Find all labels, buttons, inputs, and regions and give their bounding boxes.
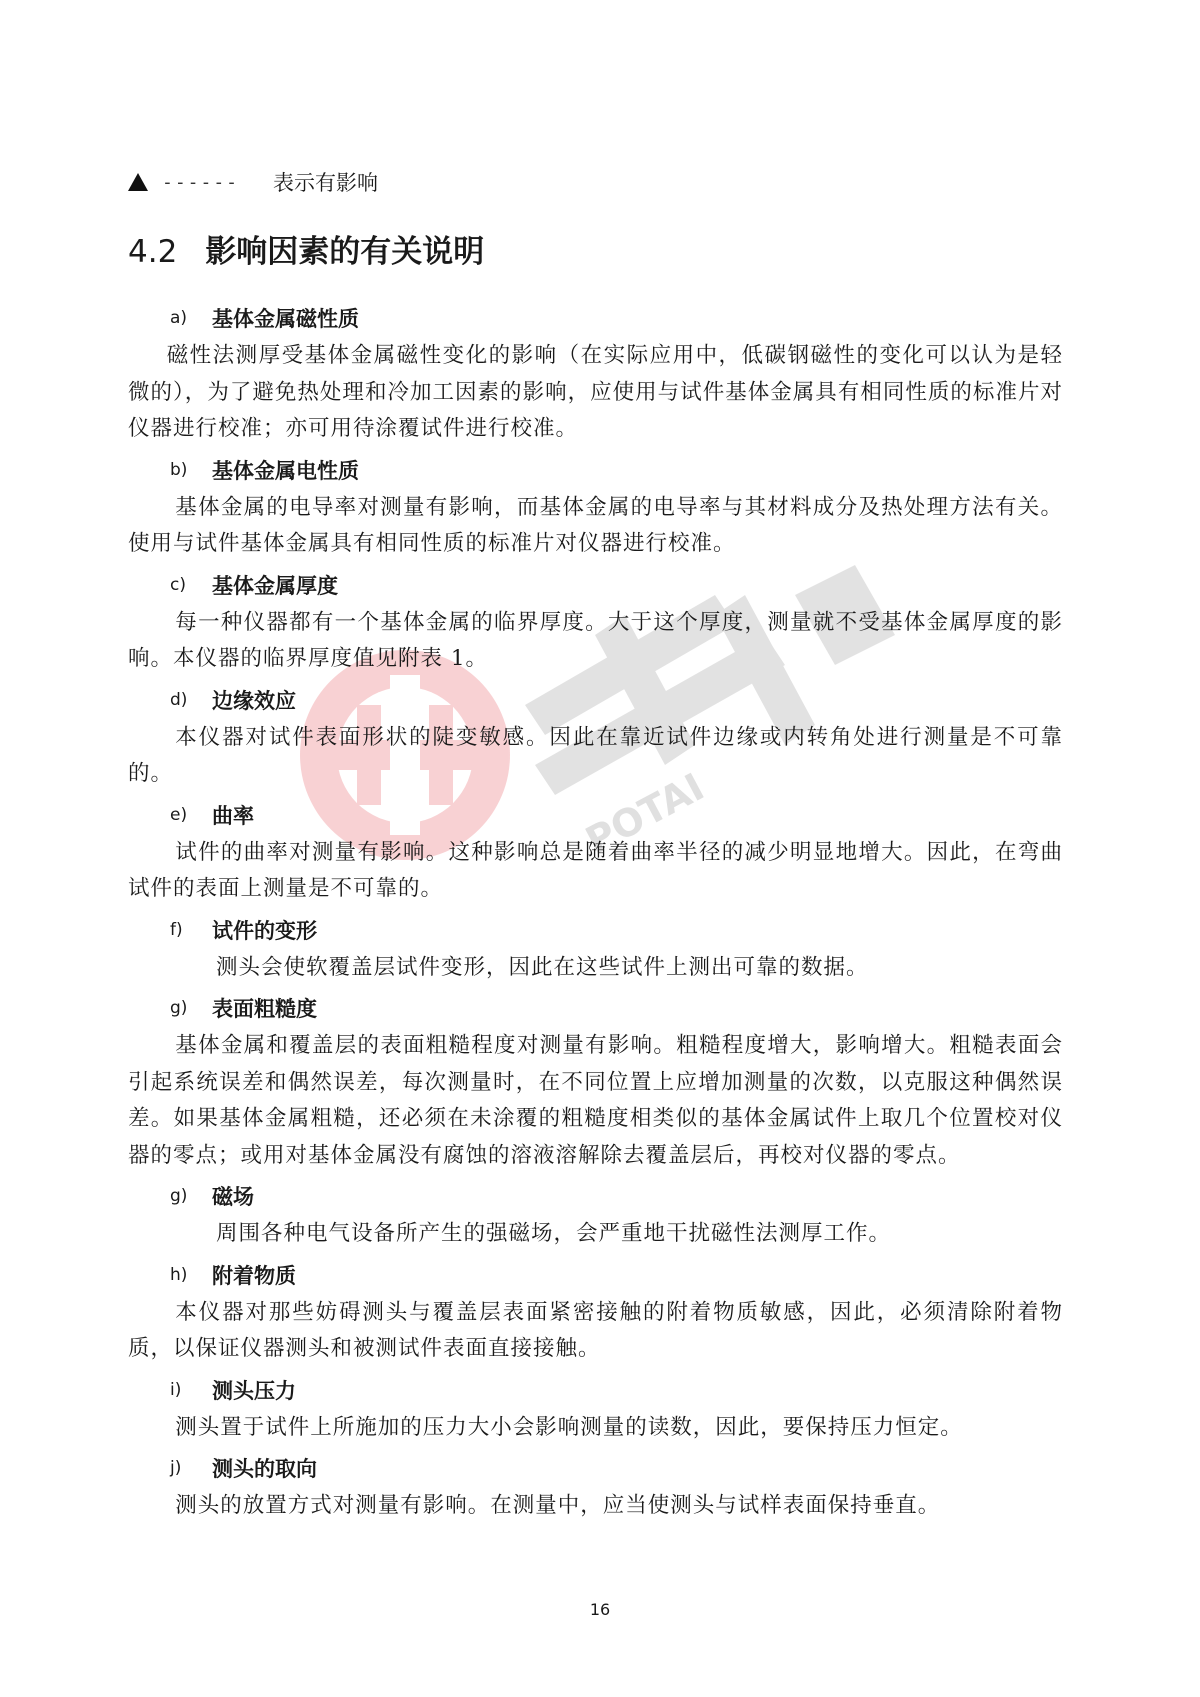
page-number: 16 — [589, 1600, 611, 1619]
item-title: 曲率 — [212, 803, 254, 828]
legend-text: 表示有影响 — [273, 171, 379, 195]
item-title: 边缘效应 — [212, 688, 296, 713]
item-description: 每一种仪器都有一个基体金属的临界厚度。大于这个厚度，测量就不受基体金属厚度的影响。本仪器的临界厚度值见附表 1。 — [128, 609, 1063, 671]
item-description: 基体金属的电导率对测量有影响，而基体金属的电导率与其材料成分及热处理方法有关。使用与试件基体金属具有相同性质的标准片对仪器进行校准。 — [128, 494, 1063, 556]
section-heading — [128, 226, 484, 271]
item-label: c) — [170, 574, 186, 595]
item-label: b) — [170, 459, 188, 480]
factor-item-heading — [128, 1176, 1063, 1216]
item-description: 基体金属和覆盖层的表面粗糙程度对测量有影响。粗糙程度增大，影响增大。粗糙表面会引起系统误差和偶然误差，每次测量时，在不同位置上应增加测量的次数，以克服这种偶然误差。如果基体金属粗糙，还必须在未涂覆的粗糙度相类似的基体金属试件上取几个位置校对仪器的零点；或用对基体金属没有腐蚀的溶液溶解除去覆盖层后，再校对仪器的零点。 — [128, 1033, 1063, 1168]
item-title: 基体金属厚度 — [212, 573, 338, 598]
factor-item-heading — [128, 565, 1063, 605]
item-description: 本仪器对那些妨碍测头与覆盖层表面紧密接触的附着物质敏感，因此，必须清除附着物质，以保证仪器测头和被测试件表面直接接触。 — [128, 1299, 1063, 1361]
watermark-brand-text: POTAI — [578, 764, 712, 863]
item-title: 试件的变形 — [212, 918, 317, 943]
item-title: 测头的取向 — [212, 1457, 317, 1481]
item-title: 磁场 — [212, 1185, 254, 1209]
factor-item-heading — [128, 795, 1063, 835]
item-description: 磁性法测厚受基体金属磁性变化的影响（在实际应用中，低碳钢磁性的变化可以认为是轻微的），为了避免热处理和冷加工因素的影响，应使用与试件基体金属具有相同性质的标准片对仪器进行校准；亦可用待涂覆试件进行校准。 — [128, 343, 1063, 441]
item-label: a) — [170, 308, 188, 328]
legend-line — [128, 167, 378, 197]
factor-item-heading — [128, 298, 1063, 338]
factor-item-heading — [128, 1448, 1063, 1488]
factor-item-heading — [128, 450, 1063, 490]
item-title: 基体金属电性质 — [212, 458, 359, 483]
item-label: f) — [170, 919, 183, 940]
item-description: 试件的曲率对测量有影响。这种影响总是随着曲率半径的减少明显地增大。因此，在弯曲试件的表面上测量是不可靠的。 — [128, 839, 1063, 901]
item-description: 本仪器对试件表面形状的陡变敏感。因此在靠近试件边缘或内转角处进行测量是不可靠的。 — [128, 724, 1063, 786]
item-label: g) — [170, 1186, 188, 1206]
factor-item-heading — [128, 1255, 1063, 1295]
factor-list — [128, 296, 1063, 1525]
item-label: i) — [170, 1379, 182, 1400]
item-label: g) — [170, 998, 188, 1018]
item-title: 基体金属磁性质 — [212, 307, 359, 331]
factor-item-heading — [128, 988, 1063, 1028]
item-title: 附着物质 — [212, 1263, 296, 1288]
legend-dashes: ------ — [162, 171, 240, 193]
item-description: 测头置于试件上所施加的压力大小会影响测量的读数，因此，要保持压力恒定。 — [175, 1414, 963, 1440]
item-label: h) — [170, 1264, 188, 1285]
item-label: e) — [170, 804, 188, 825]
item-description: 测头的放置方式对测量有影响。在测量中，应当使测头与试样表面保持垂直。 — [175, 1493, 941, 1518]
item-title: 测头压力 — [212, 1378, 296, 1403]
triangle-icon — [128, 173, 148, 191]
item-label: d) — [170, 689, 188, 710]
item-description: 测头会使软覆盖层试件变形，因此在这些试件上测出可靠的数据。 — [216, 954, 869, 980]
factor-item-heading — [128, 910, 1063, 950]
factor-item-heading — [128, 680, 1063, 720]
item-title: 表面粗糙度 — [212, 997, 317, 1021]
section-number: 4.2 — [128, 234, 178, 270]
section-title: 影响因素的有关说明 — [205, 234, 485, 270]
item-description: 周围各种电气设备所产生的强磁场，会严重地干扰磁性法测厚工作。 — [216, 1221, 892, 1246]
item-label: j) — [170, 1458, 182, 1478]
factor-item-heading — [128, 1370, 1063, 1410]
